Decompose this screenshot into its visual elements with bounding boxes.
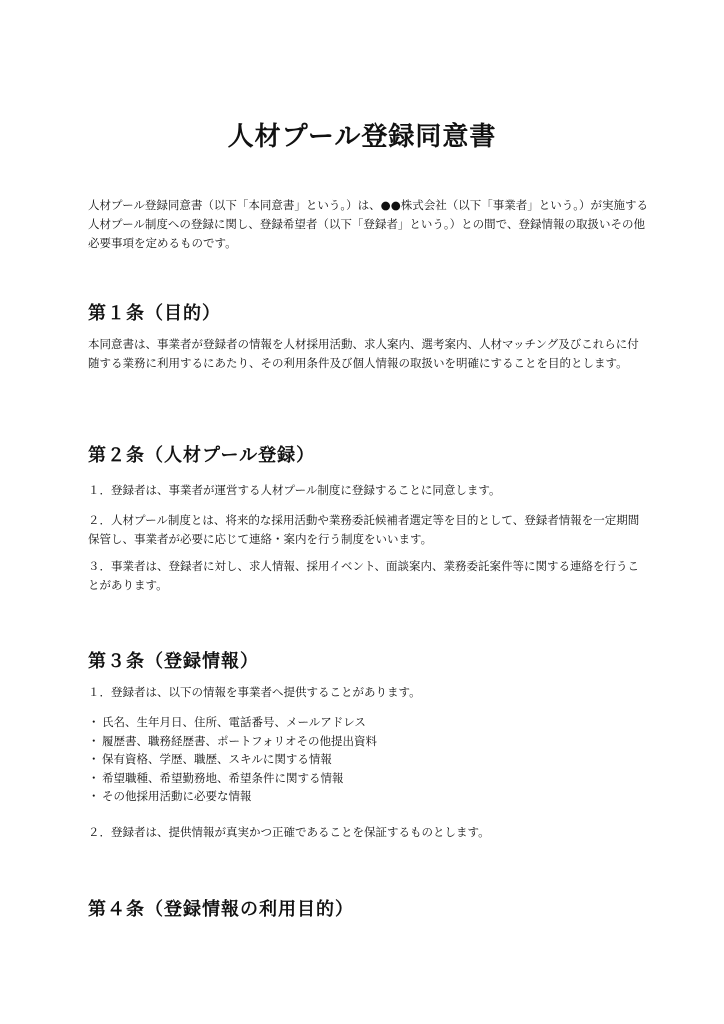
bullet-marker: ・	[88, 733, 100, 748]
article-4-heading: 第４条（登録情報の利用目的）	[88, 899, 354, 920]
list-item	[88, 750, 648, 769]
article-3-clause-2: ２．登録者は、提供情報が真実かつ正確であることを保証するものとします。	[88, 825, 490, 839]
intro-paragraph: 人材プール登録同意書（以下「本同意書」という。）は、●●株式会社（以下「事業者」という。）が実施する人材プール制度への登録に関し、登録希望者（以下「登録者」という。）との間で、登録情報の取扱いその他必要事項を定めるものです。	[88, 198, 648, 250]
article-3-clause-1: １．登録者は、以下の情報を事業者へ提供することがあります。	[88, 685, 421, 699]
bullet-marker: ・	[88, 789, 100, 803]
article-2-heading: 第２条（人材プール登録）	[88, 445, 316, 466]
list-item	[88, 732, 648, 751]
registration-info-list	[88, 713, 648, 806]
article-1-heading: 第１条（目的）	[88, 303, 221, 324]
list-item-text: その他採用活動に必要な情報	[102, 789, 252, 803]
article-2-clause-2: ２．人材プール制度とは、将来的な採用活動や業務委託候補者選定等を目的として、登録者情報を一定期間保管し、事業者が必要に応じて連絡・案内を行う制度をいいます。	[88, 513, 640, 546]
article-2-clause-1: １．登録者は、事業者が運営する人材プール制度に登録することに同意します。	[88, 483, 501, 497]
bullet-marker: ・	[88, 752, 100, 766]
list-item-text: 履歴書、職務経歴書、ポートフォリオその他提出資料	[102, 733, 377, 748]
list-item-text: 保有資格、学歴、職歴、スキルに関する情報	[102, 752, 332, 766]
list-item-text: 氏名、生年月日、住所、電話番号、メールアドレス	[102, 715, 366, 729]
bullet-marker: ・	[88, 770, 100, 785]
list-item	[88, 769, 648, 788]
bullet-marker: ・	[88, 715, 100, 729]
article-1-paragraph: 本同意書は、事業者が登録者の情報を人材採用活動、求人案内、選考案内、人材マッチング及びこれらに付随する業務に利用するにあたり、その利用条件及び個人情報の取扱いを明確にすることを目的とします。	[88, 337, 639, 370]
list-item	[88, 713, 648, 732]
list-item	[88, 787, 648, 806]
article-2-clause-3: ３．事業者は、登録者に対し、求人情報、採用イベント、面談案内、業務委託案件等に関する連絡を行うことがあります。	[88, 559, 639, 592]
article-3-heading: 第３条（登録情報）	[88, 651, 259, 672]
document-title: 人材プール登録同意書	[227, 122, 497, 152]
list-item-text: 希望職種、希望勤務地、希望条件に関する情報	[102, 770, 344, 785]
